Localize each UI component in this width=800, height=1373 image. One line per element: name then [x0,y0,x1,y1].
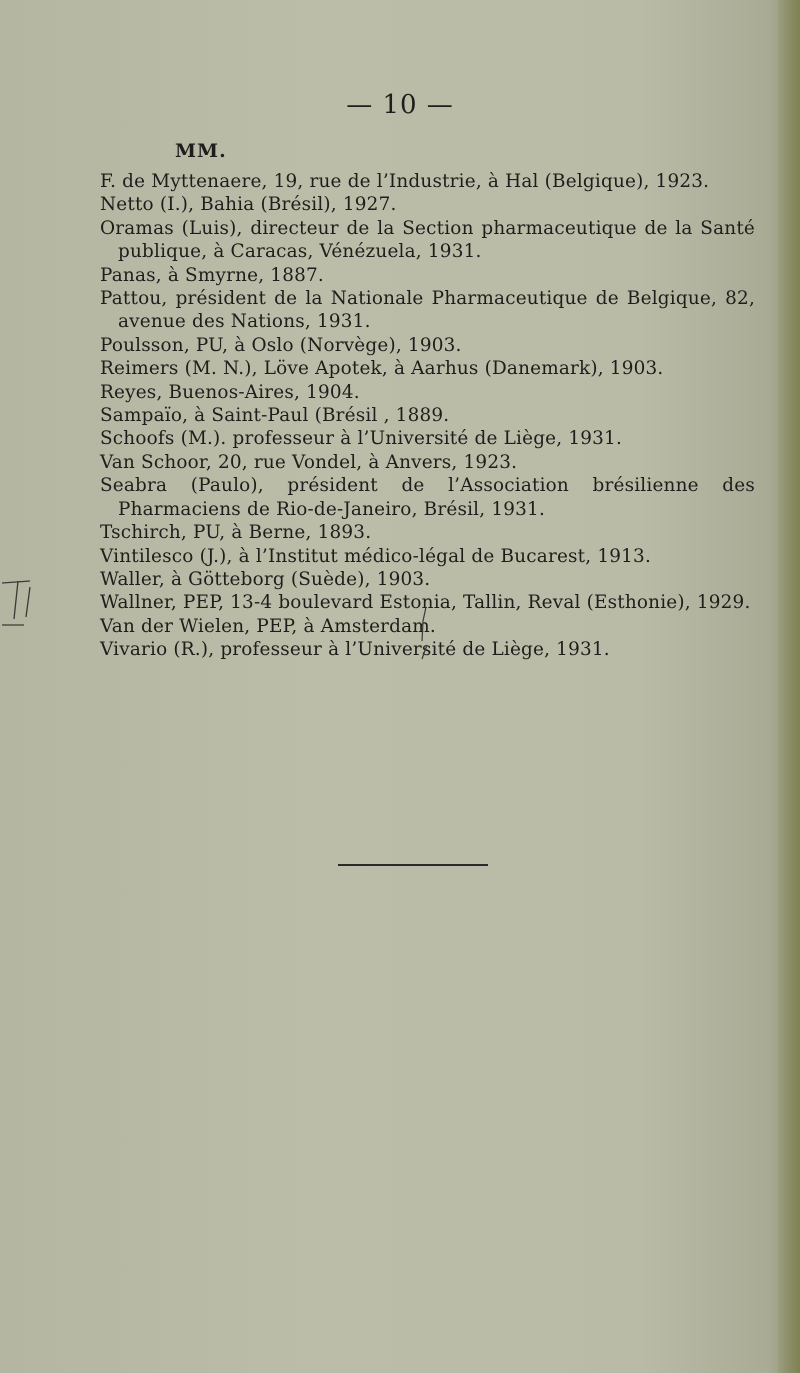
margin-pencil-mark-icon [0,575,44,635]
pencil-stroke-icon [418,605,432,661]
list-item: Schoofs (M.). professeur à l’Université de Liège, 1931. [100,428,623,450]
list-item: Seabra (Paulo), président de l’Association brésilienne des Pharmaciens de Rio-de-Janeiro, Brésil, 1931. [100,475,755,520]
list-item: Waller, à Götteborg (Suède), 1903. [100,568,431,590]
member-list [100,170,755,662]
list-item: Netto (I.), Bahia (Brésil), 1927. [100,194,397,216]
list-item: F. de Myttenaere, 19, rue de l’Industrie, à Hal (Belgique), 1923. [100,171,710,192]
list-item: Van Schoor, 20, rue Vondel, à Anvers, 1923. [100,451,518,473]
list-item: Wallner, PEP, 13-4 boulevard Estonia, Tallin, Reval (Esthonie), 1929. [100,592,751,614]
list-item: Pattou, président de la Nationale Pharmaceutique de Belgique, 82, avenue des Nations, 1931. [100,288,755,333]
end-rule [338,864,488,866]
section-heading: MM. [175,140,227,162]
list-item: Vivario (R.), professeur à l’Université de Liège, 1931. [100,639,610,661]
list-item: Oramas (Luis), directeur de la Section pharmaceutique de la Santé publique, à Caracas, Vénézuela, 1931. [100,217,755,263]
list-item: Panas, à Smyrne, 1887. [100,264,324,286]
list-item: Vintilesco (J.), à l’Institut médico-légal de Bucarest, 1913. [100,545,651,567]
list-item: Sampaïo, à Saint-Paul (Brésil , 1889. [100,405,450,427]
list-item: Reimers (M. N.), Löve Apotek, à Aarhus (Danemark), 1903. [100,358,664,380]
page-edge-shadow [778,0,800,1373]
page-number: — 10 — [346,90,454,120]
list-item: Poulsson, PU, à Oslo (Norvège), 1903. [100,334,462,356]
list-item: Van der Wielen, PEP, à Amsterdam. [100,615,436,637]
list-item: Tschirch, PU, à Berne, 1893. [100,522,372,544]
list-item: Reyes, Buenos-Aires, 1904. [100,381,360,403]
